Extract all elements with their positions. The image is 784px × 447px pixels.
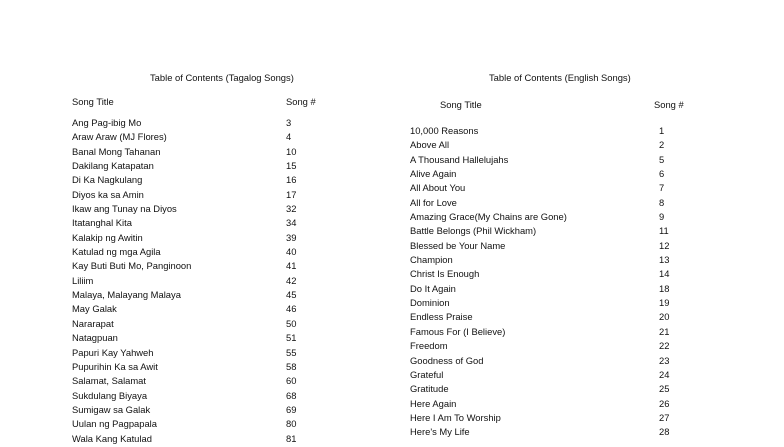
song-number: 20 [659, 311, 670, 323]
song-title: Salamat, Salamat [72, 375, 146, 387]
tagalog-col-num: Song # [286, 96, 316, 107]
song-number: 26 [659, 397, 670, 409]
song-number: 28 [659, 426, 670, 438]
song-title: Do It Again [410, 282, 456, 294]
song-title: Grateful [410, 368, 444, 380]
song-title: Endless Praise [410, 311, 473, 323]
song-number: 34 [286, 217, 297, 229]
song-number: 16 [286, 174, 297, 186]
song-title: Above All [410, 139, 450, 151]
song-title: Banal Mong Tahanan [72, 145, 161, 157]
english-heading: Table of Contents (English Songs) [489, 72, 631, 83]
song-title: Kalakip ng Awitin [72, 231, 143, 243]
song-title: Itatanghal Kita [72, 217, 132, 229]
song-number: 45 [286, 289, 297, 301]
song-title: All About You [410, 182, 466, 194]
song-title: Dominion [410, 297, 450, 309]
song-number: 18 [659, 282, 670, 294]
song-number: 19 [659, 297, 670, 309]
song-title: Kay Buti Buti Mo, Panginoon [72, 260, 192, 272]
song-title: 10,000 Reasons [410, 125, 479, 136]
tagalog-col-title: Song Title [72, 96, 114, 107]
song-number: 68 [286, 389, 297, 401]
song-title: Battle Belongs (Phil Wickham) [410, 225, 537, 237]
song-number: 32 [286, 203, 297, 215]
song-title: Nararapat [72, 317, 114, 329]
song-number: 50 [286, 317, 297, 329]
song-title: Amazing Grace(My Chains are Gone) [410, 211, 567, 223]
song-title: Ang Pag-ibig Mo [72, 117, 142, 128]
song-number: 27 [659, 411, 670, 423]
song-title: Gratitude [410, 383, 449, 395]
song-number: 58 [286, 360, 297, 372]
song-number: 21 [659, 325, 670, 337]
song-title: Wala Kang Katulad [72, 432, 152, 444]
song-number: 11 [659, 225, 669, 237]
song-number: 9 [659, 211, 665, 223]
song-title: Ikaw ang Tunay na Diyos [72, 203, 177, 215]
song-number: 51 [286, 332, 297, 344]
song-number: 60 [286, 375, 297, 387]
english-col-num: Song # [654, 99, 684, 110]
song-number: 12 [659, 239, 670, 251]
song-number: 2 [659, 139, 665, 151]
song-title: Christ Is Enough [410, 268, 480, 280]
tagalog-heading: Table of Contents (Tagalog Songs) [150, 72, 294, 83]
song-number: 80 [286, 418, 297, 430]
song-title: May Galak [72, 303, 117, 315]
song-title: Here I Am To Worship [410, 411, 501, 423]
song-number: 3 [286, 117, 292, 128]
song-number: 24 [659, 368, 670, 380]
song-title: Sumigaw sa Galak [72, 403, 151, 415]
song-title: Freedom [410, 340, 448, 352]
song-number: 22 [659, 340, 670, 352]
song-title: Alive Again [410, 168, 457, 180]
song-number: 46 [286, 303, 297, 315]
song-title: Champion [410, 254, 453, 266]
song-number: 8 [659, 196, 665, 208]
song-title: Malaya, Malayang Malaya [72, 289, 181, 301]
song-title: Goodness of God [410, 354, 484, 366]
song-title: Liliim [72, 274, 94, 286]
song-title: Dakilang Katapatan [72, 160, 154, 172]
song-title: Here Again [410, 397, 457, 409]
song-number: 13 [659, 254, 670, 266]
song-number: 1 [659, 125, 665, 136]
song-number: 5 [659, 153, 665, 165]
song-number: 41 [286, 260, 297, 272]
song-title: Pupurihin Ka sa Awit [72, 360, 158, 372]
song-number: 7 [659, 182, 665, 194]
song-number: 55 [286, 346, 297, 358]
song-title: Katulad ng mga Agila [72, 246, 161, 258]
song-title: Araw Araw (MJ Flores) [72, 131, 167, 143]
song-number: 14 [659, 268, 670, 280]
song-number: 17 [286, 188, 297, 200]
song-number: 69 [286, 403, 297, 415]
song-number: 4 [286, 131, 292, 143]
song-number: 15 [286, 160, 297, 172]
song-title: Here's My Life [410, 426, 470, 438]
song-number: 81 [286, 432, 297, 444]
song-number: 6 [659, 168, 665, 180]
song-title: All for Love [410, 196, 457, 208]
song-number: 39 [286, 231, 297, 243]
song-title: A Thousand Hallelujahs [410, 153, 509, 165]
song-title: Natagpuan [72, 332, 118, 344]
song-title: Papuri Kay Yahweh [72, 346, 154, 358]
song-title: Blessed be Your Name [410, 239, 506, 251]
song-title: Famous For (I Believe) [410, 325, 506, 337]
song-title: Sukdulang Biyaya [72, 389, 148, 401]
song-title: Diyos ka sa Amin [72, 188, 144, 200]
song-number: 40 [286, 246, 297, 258]
english-col-title: Song Title [440, 99, 482, 110]
song-title: Uulan ng Pagpapala [72, 418, 157, 430]
song-number: 10 [286, 145, 297, 157]
song-number: 23 [659, 354, 670, 366]
song-number: 25 [659, 383, 670, 395]
song-number: 42 [286, 274, 297, 286]
song-title: Di Ka Nagkulang [72, 174, 143, 186]
